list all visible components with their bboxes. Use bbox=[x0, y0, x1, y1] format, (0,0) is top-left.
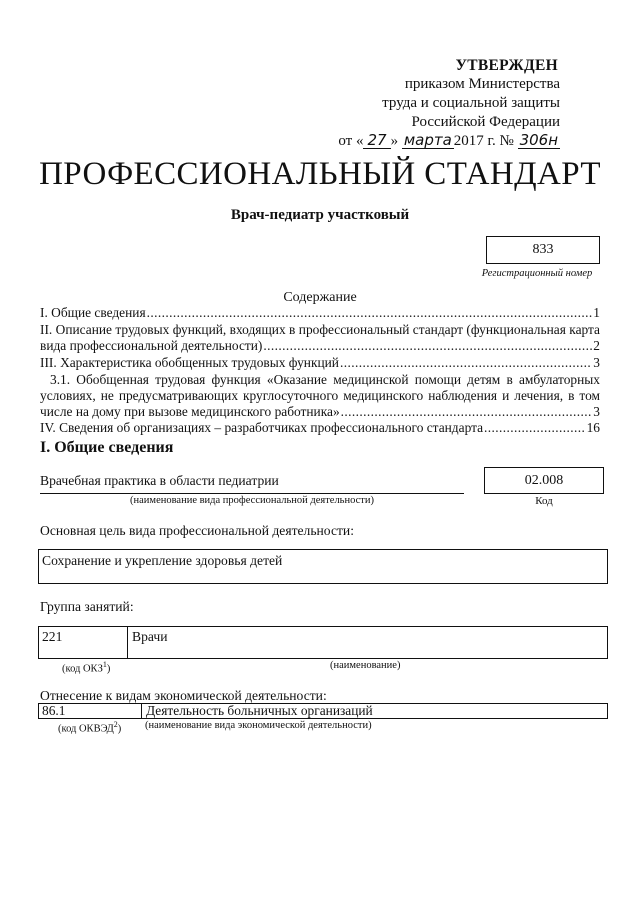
okved-name-caption: (наименование вида экономической деятельности) bbox=[145, 720, 372, 731]
okved-name: Деятельность больничных организаций bbox=[146, 703, 373, 718]
approval-heading: УТВЕРЖДЕН bbox=[455, 57, 558, 74]
toc-item-label: числе на дому при вызове медицинского работника» bbox=[40, 404, 340, 419]
okz-footnote-mark: 1 bbox=[102, 660, 107, 669]
okz-code: 221 bbox=[42, 629, 63, 644]
toc-leader bbox=[340, 355, 592, 371]
toc-page: 2 bbox=[593, 338, 600, 353]
toc-item-2-line-1[interactable]: II. Описание трудовых функций, входящих в профессиональный стандарт (функциональная карта bbox=[40, 322, 600, 337]
activity-caption: (наименование вида профессиональной деятельности) bbox=[130, 495, 374, 506]
activity-code-caption: Код bbox=[535, 495, 553, 507]
toc-page: 3 bbox=[593, 404, 600, 419]
toc-page: 16 bbox=[586, 420, 600, 435]
goal-box: Сохранение и укрепление здоровья детей bbox=[38, 549, 608, 584]
toc-list bbox=[40, 305, 600, 436]
goal-label: Основная цель вида профессиональной деятельности: bbox=[40, 523, 354, 538]
toc-page: 1 bbox=[593, 305, 600, 320]
registration-number-label: Регистрационный номер bbox=[481, 268, 593, 279]
approval-line-1: приказом Министерства bbox=[404, 76, 560, 92]
toc-item-label: вида профессиональной деятельности) bbox=[40, 338, 263, 353]
group-label: Группа занятий: bbox=[40, 599, 134, 614]
toc-item-3-1[interactable] bbox=[40, 372, 600, 420]
date-mid: » bbox=[390, 133, 399, 149]
toc-leader bbox=[147, 305, 593, 321]
date-year: 2017 г. № bbox=[453, 133, 514, 149]
toc-item-label: IV. Сведения об организациях – разработчиках профессионального стандарта bbox=[40, 420, 484, 435]
toc-item-3-1-line-1: 3.1. Обобщенная трудовая функция «Оказание медицинской помощи детям в амбулаторных bbox=[50, 372, 600, 387]
activity-name: Врачебная практика в области педиатрии bbox=[40, 473, 279, 488]
document-subtitle: Врач-педиатр участковый bbox=[230, 207, 410, 223]
toc-heading: Содержание bbox=[283, 290, 357, 305]
okved-footnote-mark: 2 bbox=[113, 720, 118, 729]
toc-item-label: III. Характеристика обобщенных трудовых функций bbox=[40, 355, 339, 370]
date-day: 27 bbox=[363, 133, 390, 149]
okz-code-caption: (код ОКЗ$^1$) bbox=[62, 660, 111, 675]
okved-divider bbox=[141, 704, 142, 718]
okz-table bbox=[38, 626, 608, 659]
approval-line-3: Российской Федерации bbox=[411, 114, 560, 130]
okved-table bbox=[38, 703, 608, 719]
registration-number-box: 833 bbox=[486, 236, 600, 264]
section-1-heading: I. Общие сведения bbox=[40, 439, 174, 456]
order-number: 306н bbox=[519, 131, 558, 149]
okved-code-caption-text: (код ОКВЭД bbox=[58, 723, 114, 735]
toc-page: 3 bbox=[593, 355, 600, 370]
okved-label: Отнесение к видам экономической деятельности: bbox=[40, 688, 327, 703]
okved-code-caption: (код ОКВЭД$^2$) bbox=[58, 720, 122, 735]
toc-leader bbox=[263, 338, 592, 354]
toc-item-3-1-line-2: условиях, не предусматривающих круглосуточного медицинского наблюдения и лечения, в том bbox=[40, 388, 600, 403]
toc-item-label: I. Общие сведения bbox=[40, 305, 146, 320]
toc-item-3-1-line-3 bbox=[40, 404, 600, 420]
approval-block bbox=[300, 56, 560, 151]
toc-item-4[interactable] bbox=[40, 420, 600, 436]
document-title: ПРОФЕССИОНАЛЬНЫЙ СТАНДАРТ bbox=[39, 156, 601, 192]
toc-leader bbox=[341, 404, 593, 420]
okved-code: 86.1 bbox=[42, 703, 66, 718]
date-prefix: от « bbox=[338, 133, 364, 149]
okz-name-caption: (наименование) bbox=[330, 660, 401, 671]
okz-divider bbox=[127, 627, 128, 658]
activity-underline bbox=[40, 493, 464, 494]
approval-date-line bbox=[300, 132, 560, 151]
toc-item-3[interactable] bbox=[40, 355, 600, 371]
approval-line-2: труда и социальной защиты bbox=[382, 95, 560, 111]
date-month: марта bbox=[403, 131, 452, 149]
okz-name: Врачи bbox=[132, 629, 168, 644]
toc-leader bbox=[484, 420, 586, 436]
toc-item-1[interactable] bbox=[40, 305, 600, 321]
toc-item-2[interactable] bbox=[40, 338, 600, 354]
okz-code-caption-text: (код ОКЗ bbox=[62, 663, 103, 675]
activity-code-box: 02.008 bbox=[484, 467, 604, 494]
